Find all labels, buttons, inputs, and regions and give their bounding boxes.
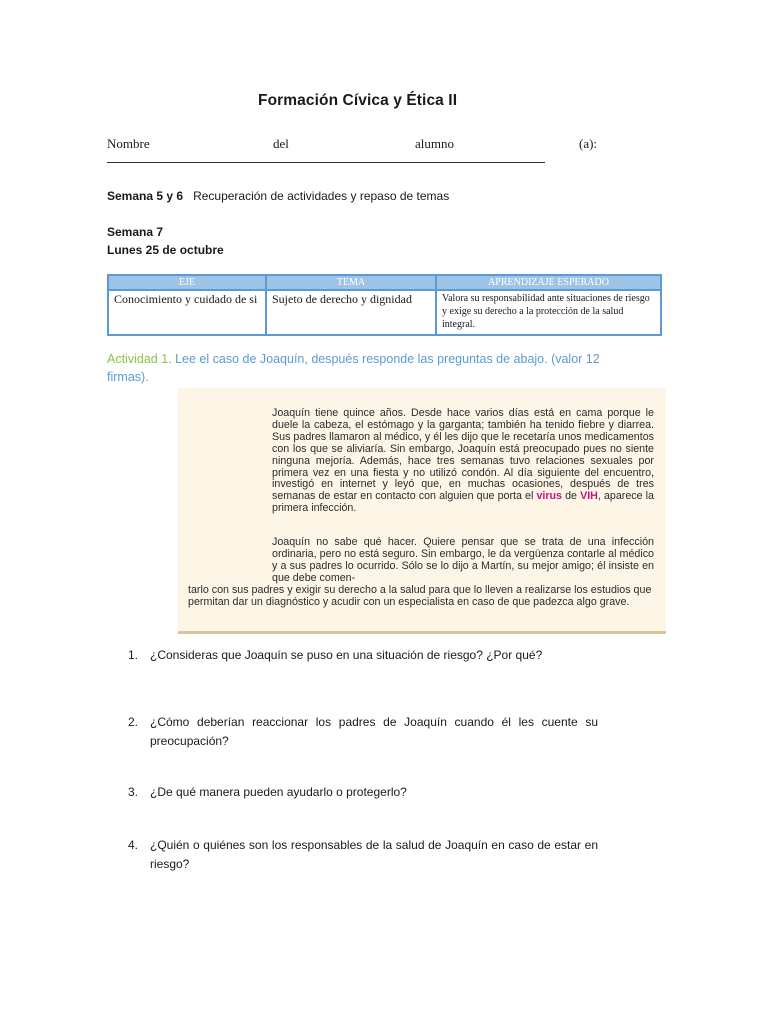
case-text: de <box>561 490 581 503</box>
question-number: 4. <box>128 838 139 852</box>
case-paragraph <box>272 408 654 515</box>
activity-instructions <box>107 350 607 386</box>
question-item <box>128 836 598 874</box>
question-text: ¿De qué manera pueden ayudarlo o protegerlo? <box>150 785 407 799</box>
week-label: Semana 7 <box>107 225 164 239</box>
name-label-word: del <box>273 136 289 151</box>
question-item <box>128 646 598 665</box>
table-header-tema: TEMA <box>266 275 436 290</box>
question-item <box>128 713 598 751</box>
name-label-word: Nombre <box>107 136 150 151</box>
case-study-box <box>178 388 666 634</box>
question-text: ¿Cómo deberían reaccionar los padres de Joaquín cuando él les cuente su preocupación? <box>150 715 598 748</box>
table-cell-tema: Sujeto de derecho y dignidad <box>266 290 436 335</box>
question-number: 2. <box>128 715 139 729</box>
question-text: ¿Consideras que Joaquín se puso en una situación de riesgo? ¿Por qué? <box>150 648 543 662</box>
case-paragraph: tarlo con sus padres y exigir su derecho a la salud para que lo lleven a realizarse los estudios que permitan dar un diagnóstico y acudir con un especialista en caso de que padezca algo grave. <box>188 584 652 608</box>
table-header-aprendizaje: APRENDIZAJE ESPERADO <box>436 275 661 290</box>
name-label-word: (a): <box>579 136 598 151</box>
activity-label: Actividad 1 <box>107 352 169 366</box>
table-header-eje: EJE <box>108 275 266 290</box>
table-cell-aprendizaje: Valora su responsabilidad ante situaciones de riesgo y exige su derecho a la protección de la salud integral. <box>436 290 661 335</box>
case-text: Joaquín tiene quince años. Desde hace varios días está en cama porque le duele la cabeza, el estómago y la garganta; también ha tenido fiebre y diarrea. Sus padres llamaron al médico, y él les dijo que le recetaría unos medicamentos con los que se aliviaría. Sin embargo, Joaquín está preocupado pues no siente ninguna mejoría. Además, hace tres semanas tuvo relaciones sexuales por primera vez en una fiesta y no utilizó condón. Al día siguiente del encuentro, investigó en internet y leyó que, en muchas ocasiones, después de tres semanas de estar en contacto con alguien que porta el <box>272 407 654 503</box>
case-paragraph: Joaquín no sabe qué hacer. Quiere pensar que se trata de una infección ordinaria, pero no está seguro. Sin embargo, le da vergüenza contarle al médico y a sus padres lo ocurrido. Sólo se lo dijo a Martín, su mejor amigo; él insiste en que debe comen- <box>272 536 654 584</box>
question-number: 3. <box>128 785 139 799</box>
case-text: , aparece la primera infección. <box>272 490 654 515</box>
table-cell-eje: Conocimiento y cuidado de si <box>108 290 266 335</box>
week-5-6-line <box>107 189 449 203</box>
learning-table <box>107 274 662 336</box>
activity-text: . Lee el caso de Joaquín, después responde las preguntas de abajo. (valor 12 firmas). <box>107 352 600 384</box>
question-item <box>128 783 598 802</box>
name-label-word: alumno <box>415 136 454 151</box>
table-row <box>108 290 661 335</box>
week-label: Semana 5 y 6 <box>107 189 184 203</box>
date-label: Lunes 25 de octubre <box>107 243 224 257</box>
question-text: ¿Quién o quiénes son los responsables de la salud de Joaquín en caso de estar en riesgo? <box>150 838 598 871</box>
week-7-heading <box>107 223 224 259</box>
page-title: Formación Cívica y Ética II <box>258 92 458 109</box>
highlight-virus: virus <box>536 490 562 503</box>
question-number: 1. <box>128 648 139 662</box>
name-blank-line[interactable] <box>107 162 545 163</box>
week-description: Recuperación de actividades y repaso de temas <box>193 189 450 203</box>
highlight-vih: VIH <box>580 490 598 503</box>
